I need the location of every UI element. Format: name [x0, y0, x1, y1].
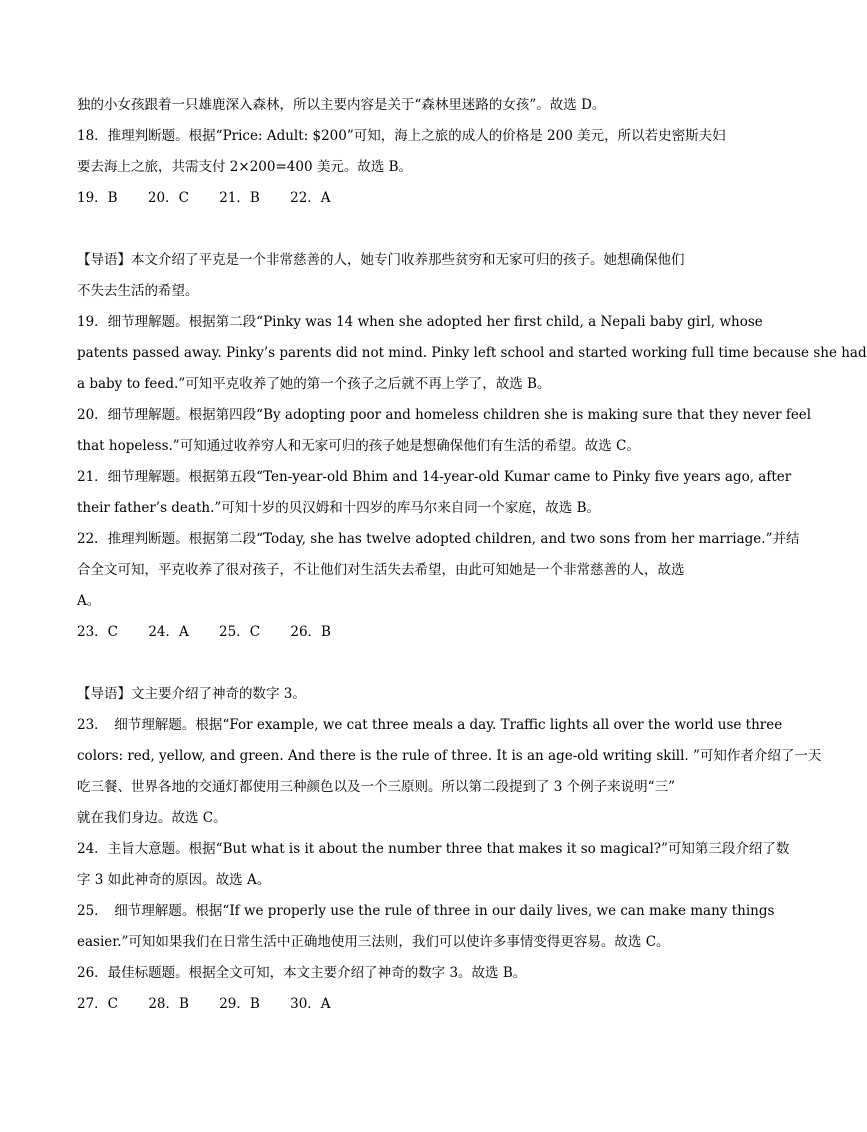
- answer-item: 29．B: [219, 996, 260, 1012]
- text-line: 合全文可知，平克收养了很对孩子，不让他们对生活失去希望，由此可知她是一个非常慈善的人，故选: [77, 562, 685, 578]
- text-line: 不失去生活的希望。: [77, 283, 199, 299]
- text-line: 要去海上之旅，共需支付 2×200=400 美元。故选 B。: [77, 159, 413, 175]
- text-line: that hopeless.”可知通过收养穷人和无家可归的孩子她是想确保他们有生活的希望。故选 C。: [77, 438, 640, 454]
- text-line: 就在我们身边。故选 C。: [77, 810, 227, 826]
- text-line: 18．推理判断题。根据“Price: Adult: $200”可知，海上之旅的成人的价格是 200 美元，所以若史密斯夫妇: [77, 128, 726, 144]
- answer-item: 30．A: [290, 996, 331, 1012]
- text-line: patents passed away. Pinky’s parents did not mind. Pinky left school and started working full time because she had: [77, 345, 867, 361]
- answer-item: 26．B: [290, 624, 331, 640]
- text-line: 20．细节理解题。根据第四段“By adopting poor and homeless children she is making sure that they never feel: [77, 407, 812, 423]
- answer-item: 20．C: [147, 190, 189, 206]
- answer-item: 24．A: [148, 624, 189, 640]
- answer-item: 19．B: [77, 190, 118, 206]
- answer-item: 22．A: [290, 190, 331, 206]
- text-line: 【导语】文主要介绍了神奇的数字 3。: [77, 686, 306, 702]
- text-line: easier.”可知如果我们在日常生活中正确地使用三法则，我们可以使许多事情变得更容易。故选 C。: [77, 934, 670, 950]
- text-line: 字 3 如此神奇的原因。故选 A。: [77, 872, 271, 888]
- text-line: 26．最佳标题题。根据全文可知，本文主要介绍了神奇的数字 3。故选 B。: [77, 965, 527, 981]
- answer-item: 28．B: [148, 996, 189, 1012]
- answer-item: 23．C: [77, 624, 119, 640]
- text-line: 22．推理判断题。根据第二段“Today, she has twelve adopted children, and two sons from her marriage.”并结: [77, 531, 800, 547]
- answer-row: [77, 188, 760, 208]
- text-line: colors: red, yellow, and green. And there is the rule of three. It is an age-old writing skill. ”可知作者介绍了一天: [77, 748, 822, 764]
- text-line: 21．细节理解题。根据第五段“Ten-year-old Bhim and 14-year-old Kumar came to Pinky five years ago, after: [77, 469, 792, 485]
- text-line: 23． 细节理解题。根据“For example, we cat three meals a day. Traffic lights all over the world use three: [77, 717, 783, 733]
- text-line: their father’s death.”可知十岁的贝汉姆和十四岁的库马尔来自同一个家庭，故选 B。: [77, 500, 600, 516]
- answer-item: 21．B: [219, 190, 260, 206]
- answer-item: 27．C: [77, 996, 119, 1012]
- text-line: A。: [77, 593, 101, 609]
- text-line: 24．主旨大意题。根据“But what is it about the number three that makes it so magical?”可知第三段介绍了数: [77, 841, 790, 857]
- text-line: a baby to feed.”可知平克收养了她的第一个孩子之后就不再上学了，故选 B。: [77, 376, 551, 392]
- text-line: 吃三餐、世界各地的交通灯都使用三种颜色以及一个三原则。所以第二段提到了 3 个例子来说明“三”: [77, 779, 675, 795]
- text-line: 独的小女孩跟着一只雄鹿深入森林，所以主要内容是关于“森林里迷路的女孩”。故选 D。: [77, 97, 606, 113]
- text-line: 19．细节理解题。根据第二段“Pinky was 14 when she adopted her first child, a Nepali baby girl, whose: [77, 314, 763, 330]
- text-line: 25． 细节理解题。根据“If we properly use the rule of three in our daily lives, we can make many things: [77, 903, 775, 919]
- answer-row: [77, 994, 760, 1014]
- text-line: 【导语】本文介绍了平克是一个非常慈善的人，她专门收养那些贫穷和无家可归的孩子。她想确保他们: [77, 252, 685, 268]
- answer-item: 25．C: [219, 624, 261, 640]
- answer-row: [77, 622, 760, 642]
